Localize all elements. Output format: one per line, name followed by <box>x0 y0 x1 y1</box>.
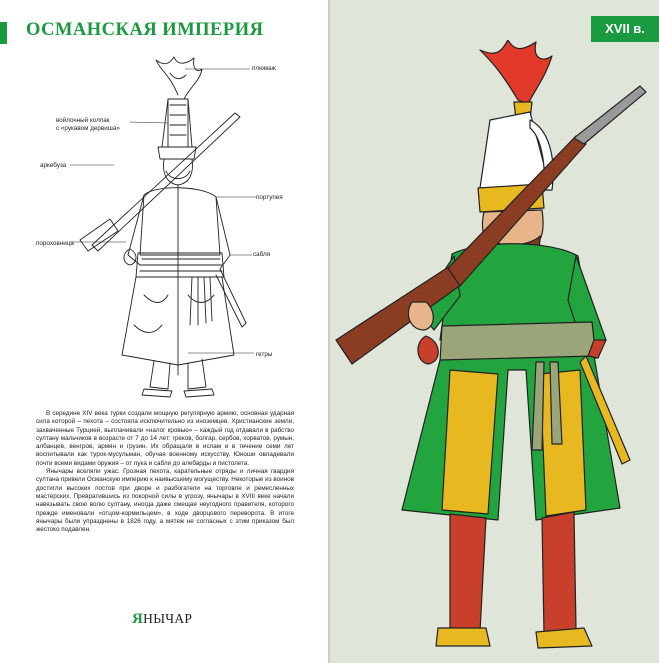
janissary-outline-illustration <box>70 55 260 400</box>
label-cap-line1: войлочный колпак <box>56 117 110 124</box>
label-powderflask: пороховница <box>36 240 74 247</box>
label-cap-line2: с «рукавом дервиша» <box>56 125 120 132</box>
chapter-tab <box>0 22 7 44</box>
article-text <box>36 410 294 534</box>
caption-initial: Я <box>132 611 144 627</box>
label-plumage: плюмаж <box>252 65 276 72</box>
figure-caption <box>132 611 192 628</box>
label-arquebus: аркебуза <box>40 162 67 169</box>
paragraph-1: В середине XIV века турки создали мощную регулярную армию, основная ударная сила которой – пехота – состояла исключительно из иноземцев. Христианские земли, захваченные Турцией, выплачивали «налог кровью» – каждый год отдавали в рабство султану мальчиков в возрасте от 7 до 14 лет: греков, болгар, сербов, хорватов, румын, албанцев, венгров, армян и грузин. Их обращали в ислам и в течение семи лет воспитывали как турок-мусульман, обучая военному искусству. Юноши овладевали почти всеми видами оружия – от лука и сабли до алебарды и пистолета. <box>36 410 294 467</box>
label-portupeya: портупея <box>256 194 283 201</box>
paragraph-2: Янычары вселяли ужас. Грозная пехота, карательные отряды и личная гвардия султана привели Османскую империю к наивысшему могуществу. Некоторые из воинов достигли высоких постов при дворе и разбогатели на торговле и ремесленных мастерских. Превратившись из покорной силы в угрозу, янычары в XVIII веке начали навязывать свою волю султану, иногда даже смещая неугодного правителя, которого прежде именовали «отцом-кормильцем», в ходе дворцового переворота. В итоге янычары были упразднены в 1826 году, а мятеж не согласных с этим приказом был жестоко подавлен. <box>36 468 294 534</box>
century-badge: XVII в. <box>591 16 659 42</box>
page-title: ОСМАНСКАЯ ИМПЕРИЯ <box>26 20 264 40</box>
janissary-color-illustration <box>330 40 659 663</box>
caption-rest: НЫЧАР <box>143 611 193 626</box>
label-sabre: сабля <box>253 251 271 258</box>
label-gaiters: гетры <box>256 351 273 358</box>
